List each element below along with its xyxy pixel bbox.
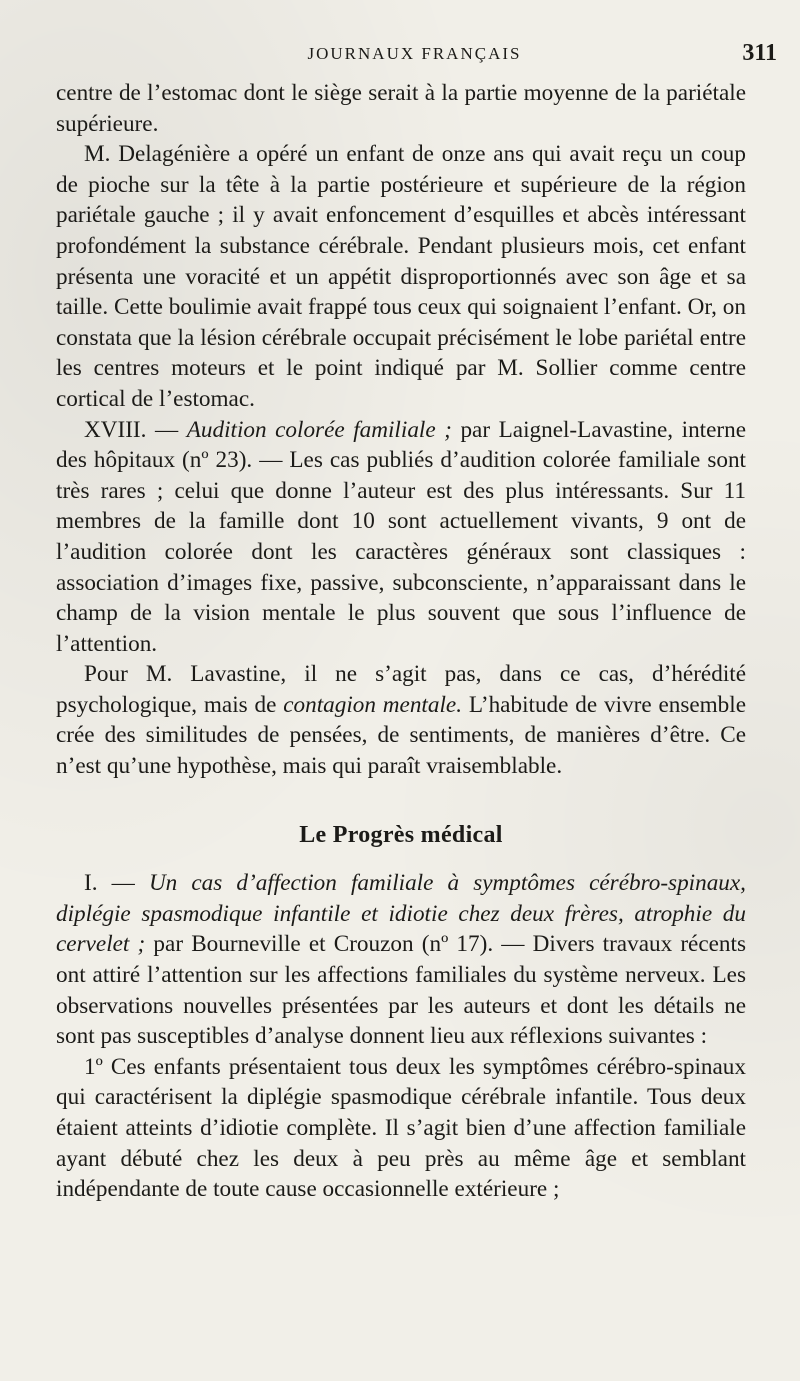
article-progres-medical	[56, 868, 746, 1205]
text-run: XVIII. —	[84, 416, 187, 443]
text-run: M. Delagénière a opéré un enfant de onze ans qui avait reçu un coup de pioche sur la tête à la partie postérieure et supérieure de la région pariétale gauche ; il y avait enfoncement d’esquilles et abcès intéressant profondément la substance cérébrale. Pendant plusieurs mois, cet enfant présenta une voracité et un appétit disproportionnés avec son âge et sa taille. Cette boulimie avait frappé tous ceux qui soignaient l’enfant. Or, on constata que la lésion cérébrale occupait précisément le lobe pariétal entre les centres moteurs et le point indiqué par M. Sollier comme centre cortical de l’estomac.	[56, 141, 746, 412]
text-run: 1º Ces enfants présentaient tous deux les symptômes cérébro-spinaux qui caractérisent la diplégie spasmodique cérébrale infantile. Tous deux étaient atteints d’idiotie complète. Il s’agit bien d’une affection familiale ayant débuté chez les deux à peu près au même âge et semblant indépendante de toute cause occasionnelle extérieure ;	[56, 1053, 746, 1203]
text-run: I. —	[84, 870, 149, 897]
text-run: centre de l’estomac dont le siège serait à la partie moyenne de la pariétale supérieure.	[56, 80, 746, 137]
text-run: Pour M. Lavastine, il ne s’agit pas, dans ce cas, d’hérédité psychologique, mais de	[56, 661, 746, 718]
running-title: JOURNAUX FRANÇAIS	[307, 44, 522, 63]
text-run: par Bourneville et Crouzon (nº 17). — Divers travaux récents ont attiré l’attention sur les affections familiales du système nerveux. Les observations nouvelles présentées par les auteurs et dont les détails ne sont pas susceptibles d’analyse donnent lieu aux réflexions suivantes :	[56, 931, 746, 1050]
paragraph	[56, 1052, 746, 1205]
italic-text: Un cas d’affection familiale à symptômes cérébro-spinaux, diplégie spasmodique infantile et idiotie chez deux frères, atrophie du cervelet ;	[56, 870, 746, 958]
section-title: Le Progrès médical	[299, 821, 503, 848]
paragraph	[56, 868, 746, 1052]
paragraph	[56, 659, 746, 781]
running-header	[52, 40, 777, 74]
body-text	[56, 78, 746, 1205]
article-journal-section	[56, 78, 746, 782]
paragraph	[56, 78, 746, 139]
text-run: L’habitude de vivre ensemble crée des similitudes de pensées, de sentiments, de manières d’être. Ce n’est qu’une hypothèse, mais qui paraît vraisemblable.	[56, 691, 747, 780]
text-run: par Laignel-Lavastine, interne des hôpitaux (nº 23). — Les cas publiés d’audition colorée familiale sont très rares ; celui que donne l’auteur est des plus intéressants. Sur 11 membres de la famille dont 10 sont actuellement vivants, 9 ont de l’audition colorée dont les caractères généraux sont classiques : association d’images fixe, passive, subconsciente, n’apparaissant dans le champ de la vision mentale le plus souvent que sous l’influence de l’attention.	[56, 416, 747, 657]
paragraph	[56, 415, 746, 660]
page-number: 311	[742, 40, 777, 66]
italic-text: contagion mentale.	[283, 691, 462, 718]
paragraph	[56, 139, 746, 414]
italic-text: Audition colorée familiale ;	[186, 416, 452, 443]
